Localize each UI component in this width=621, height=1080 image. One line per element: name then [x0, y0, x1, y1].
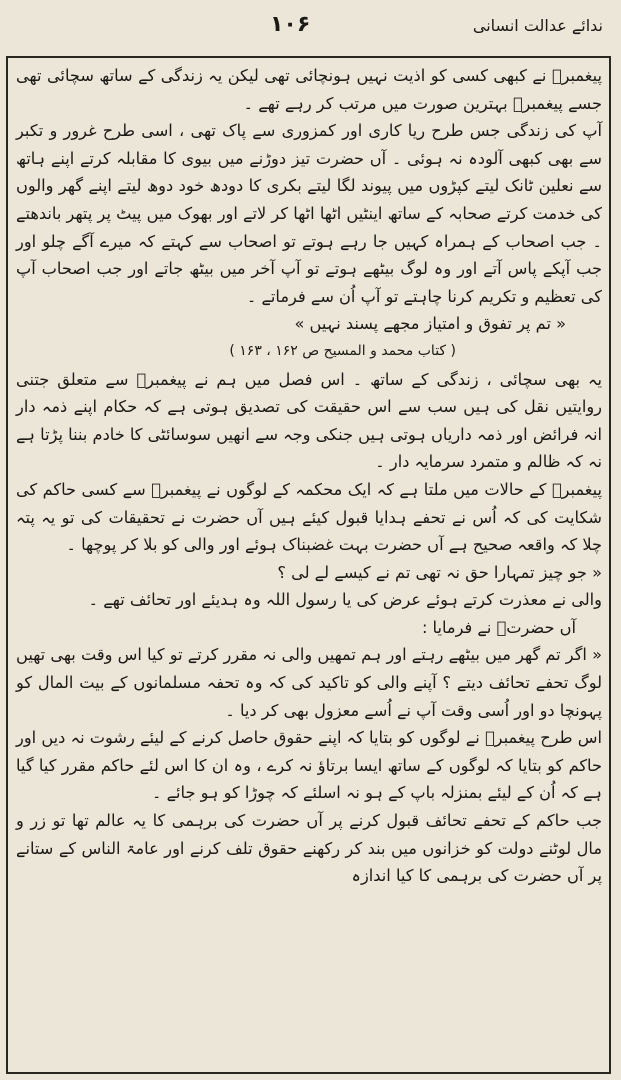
paragraph: آپ کی زندگی جس طرح ریا کاری اور کمزوری سے پاک تھی ، اسی طرح غرور و تکبر سے بھی کبھی آلودہ نہ ہوئی ۔ آں حضرت تیز دوڑنے میں بیوی کا مقابلہ کرتے اپنے ہاتھ سے نعلین ٹانک لیتے کپڑوں میں پیوند لگا لیتے بکری کا دودھ خود دوھ لیتے اپنے گھر والوں کی خدمت کرتے صحابہ کے ساتھ اینٹیں اٹھا اٹھا کر لاتے اور بھوک میں پیٹ پر پتھر باندھتے ۔ جب اصحاب کے ہمراہ کہیں جا رہے ہوتے تو اصحاب سے کہتے کہ میرے آگے چلو اور جب آپکے پاس آتے اور وہ لوگ بیٹھے ہوتے تو آپ آخر میں بیٹھ جاتے اور جب اصحاب آپ کی تعظیم و تکریم کرنا چاہتے تو آپ اُن سے فرماتے ۔	[16, 121, 602, 306]
paragraph: آں حضرتؐ نے فرمایا :	[421, 617, 576, 637]
paragraph: اس طرح پیغمبرؐ نے لوگوں کو بتایا کہ اپنے حقوق حاصل کرنے کے لیئے رشوت نہ دیں اور حاکم کو بتایا کہ لوگوں کے ساتھ ایسا برتاؤ نہ کرے ، وہ ان کا اس لئے حاکم مقرر کیا گیا ہے کہ اُن کے لیئے بمنزلہ باپ کے ہو نہ اسلئے کہ چوڑا کو ہو جائے ۔	[16, 728, 602, 803]
paragraph: یہ بھی سچائی ، زندگی کے ساتھ ۔ اس فصل میں ہم نے پیغمبرؐ سے متعلق جتنی روایتیں نقل کی ہیں سب سے اس حقیقت کی تصدیق ہوتی ہے کہ حکام اپنے ذمہ دار انہ فرائض اور ذمہ داریاں ہوتی ہیں جنکی وجہ سے انھیں سوسائٹی کا خادم بننا پڑتا ہے نہ کہ ظالم و متمرد سرمایہ دار ۔	[16, 369, 602, 472]
citation: ( کتاب محمد و المسیح ص ۱۶۲ ، ۱۶۳ )	[229, 342, 456, 359]
quotation: « جو چیز تمہارا حق نہ تھی تم نے کیسے لے لی ؟	[277, 562, 602, 582]
paragraph: والی نے معذرت کرتے ہوئے عرض کی یا رسول اللہ وہ ہدیئے اور تحائف تھے ۔	[88, 590, 602, 610]
paragraph: پیغمبرؐ کے حالات میں ملتا ہے کہ ایک محکمہ کے لوگوں نے پیغمبرؐ سے کسی حاکم کی شکایت کی کہ اُس نے تحفے ہدایا قبول کیئے ہیں آں حضرت نے تحقیقات کی تو یہ پتہ چلا کہ واقعہ صحیح ہے آں حضرت بہت غضبناک ہوئے اور والی کو بلا کر پوچھا ۔	[16, 479, 602, 555]
running-title: ندائے عدالت انسانی	[472, 16, 603, 35]
page-number: ۱۰۶	[270, 12, 311, 37]
page-header	[0, 0, 621, 56]
paragraph: جب حاکم کے تحفے تحائف قبول کرنے پر آں حضرت کی برہمی کا یہ عالم تھا تو زر و مال لوٹنے دولت کو خزانوں میں بند کر رکھنے حقوق تلف کرنے اور عامۃ الناس کے ستانے پر آں حضرت کی برہمی کا کیا اندازہ	[16, 811, 602, 886]
paragraph: پیغمبرؐ نے کبھی کسی کو اذیت نہیں ہونچائی تھی لیکن یہ زندگی کے ساتھ سچائی تھی جسے پیغمبرؐ بہترین صورت میں مرتب کر رہے تھے ۔	[16, 66, 602, 113]
body-text	[12, 62, 606, 1070]
quotation: « اگر تم گھر میں بیٹھے رہتے اور ہم تمھیں والی نہ مقرر کرتے تو کیا اس وقت بھی تھیں لوگ تحفے تحائف دیتے ؟ آپنے والی کو تاکید کی کہ وہ تحفہ مسلمانوں کے بیت المال کو پہونچا دو اور اُسی وقت آپ نے اُسے معزول بھی کر دیا ۔	[16, 645, 602, 720]
quotation: « تم پر تفوق و امتیاز مجھے پسند نہیں »	[294, 314, 566, 334]
